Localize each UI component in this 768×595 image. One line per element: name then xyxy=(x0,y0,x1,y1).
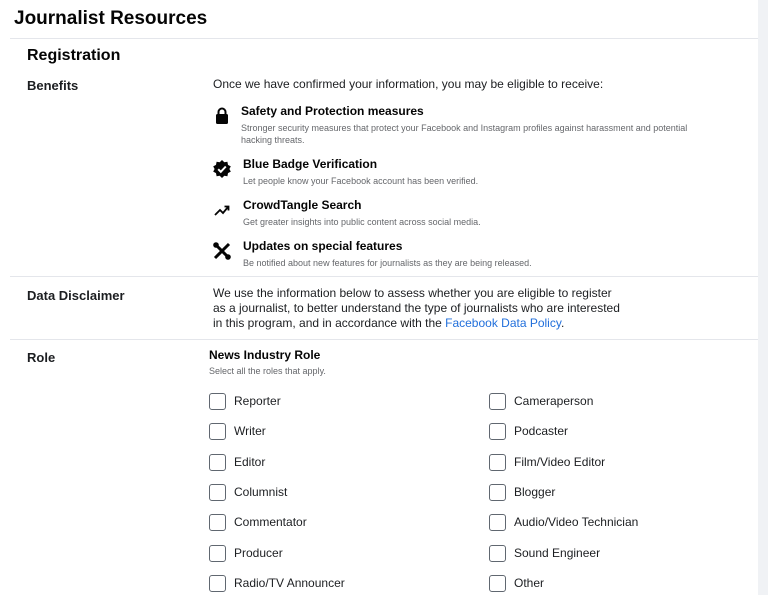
checkbox-label: Editor xyxy=(234,455,266,469)
benefit-description: Stronger security measures that protect your Facebook and Instagram profiles against harassment and potential hacking threats. xyxy=(241,123,688,145)
data-disclaimer-label: Data Disclaimer xyxy=(27,288,125,303)
title-divider xyxy=(10,38,758,39)
benefits-intro: Once we have confirmed your information, you may be eligible to receive: xyxy=(213,77,604,91)
checkbox-label: Columnist xyxy=(234,485,288,499)
facebook-data-policy-link[interactable]: Facebook Data Policy xyxy=(445,316,561,330)
role-label: Role xyxy=(27,350,56,365)
checkbox[interactable] xyxy=(209,423,226,440)
checkbox-label: Podcaster xyxy=(514,424,569,438)
checkbox[interactable] xyxy=(209,575,226,592)
checkbox[interactable] xyxy=(489,514,506,531)
checkbox[interactable] xyxy=(209,484,226,501)
section-divider xyxy=(10,339,758,340)
checkbox-label: Producer xyxy=(234,546,283,560)
checkbox[interactable] xyxy=(489,423,506,440)
checkbox[interactable] xyxy=(489,545,506,562)
checkbox-label: Sound Engineer xyxy=(514,546,601,560)
page-title: Journalist Resources xyxy=(14,8,208,29)
checkbox-label: Cameraperson xyxy=(514,394,594,408)
disclaimer-suffix: . xyxy=(560,316,565,330)
verified-badge-icon xyxy=(212,159,232,179)
benefit-title: Updates on special features xyxy=(243,239,403,253)
checkbox-label: Film/Video Editor xyxy=(514,455,606,469)
checkbox[interactable] xyxy=(209,545,226,562)
data-disclaimer-text xyxy=(213,286,623,331)
checkbox[interactable] xyxy=(209,514,226,531)
checkbox-label: Audio/Video Technician xyxy=(514,515,639,529)
benefit-description: Let people know your Facebook account has been verified. xyxy=(243,176,479,186)
benefit-title: Blue Badge Verification xyxy=(243,157,378,171)
checkbox-label: Writer xyxy=(234,424,266,438)
trending-arrow-icon xyxy=(212,200,232,220)
checkbox-label: Reporter xyxy=(234,394,281,408)
checkbox[interactable] xyxy=(209,454,226,471)
checkbox[interactable] xyxy=(209,393,226,410)
benefit-title: CrowdTangle Search xyxy=(243,198,362,212)
checkbox-label: Other xyxy=(514,576,545,590)
benefit-description: Get greater insights into public content across social media. xyxy=(243,217,481,227)
checkbox[interactable] xyxy=(489,454,506,471)
lock-icon xyxy=(212,106,232,126)
registration-title: Registration xyxy=(27,47,121,64)
checkbox[interactable] xyxy=(489,484,506,501)
checkbox-label: Commentator xyxy=(234,515,307,529)
checkbox-label: Radio/TV Announcer xyxy=(234,576,345,590)
disclaimer-body: We use the information below to assess whether you are eligible to register as a journalist, to better understand the type of journalists who are interested in this program, and in accordance with the xyxy=(213,286,620,330)
section-divider xyxy=(10,276,758,277)
tools-icon xyxy=(212,241,232,261)
checkbox-label: Blogger xyxy=(514,485,556,499)
benefits-label: Benefits xyxy=(27,78,79,93)
benefit-description: Be notified about new features for journalists as they are being released. xyxy=(243,258,532,268)
role-instructions: Select all the roles that apply. xyxy=(209,366,326,376)
checkbox[interactable] xyxy=(489,575,506,592)
benefit-title: Safety and Protection measures xyxy=(241,104,424,118)
checkbox[interactable] xyxy=(489,393,506,410)
news-industry-role-heading: News Industry Role xyxy=(209,348,321,362)
